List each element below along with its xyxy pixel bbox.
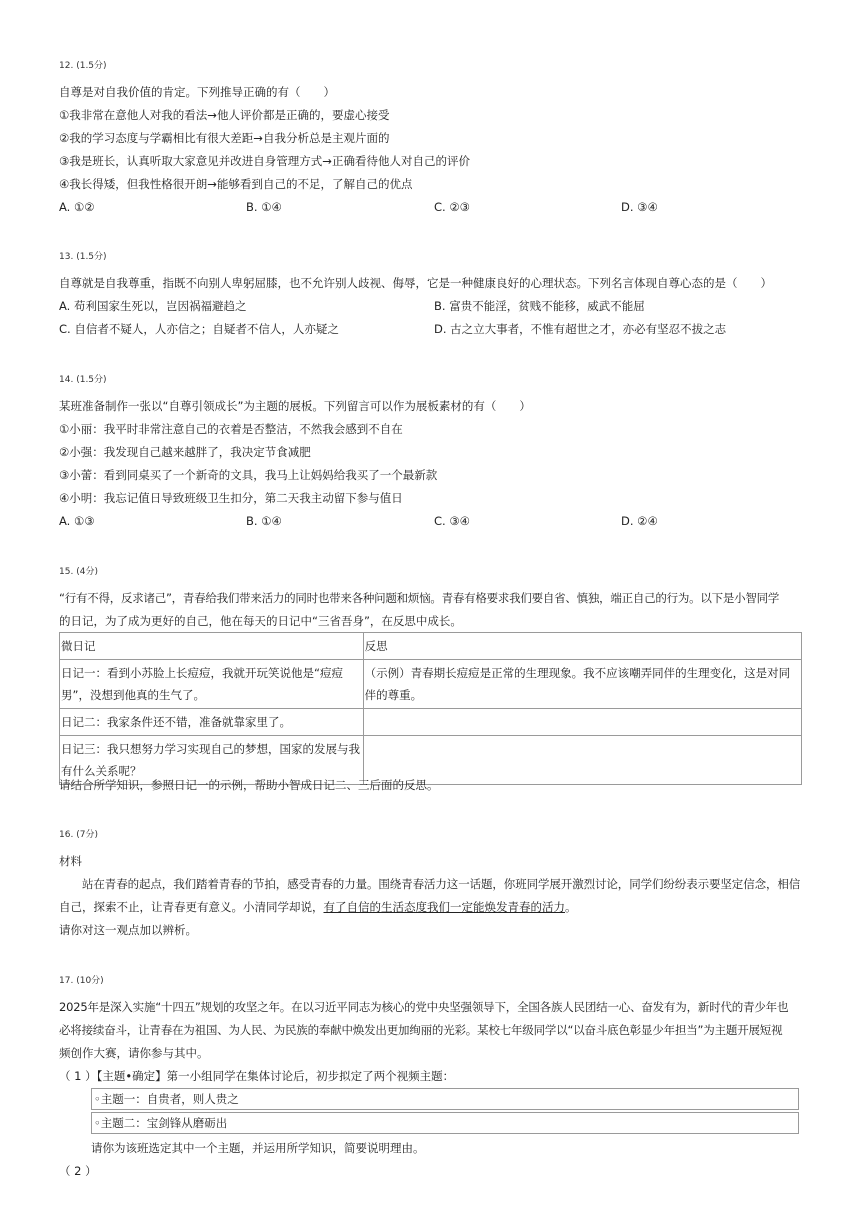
q16-ask: 请你对这一观点加以辨析。 [59, 923, 197, 937]
diary-table [59, 632, 802, 785]
q16-number: 16. [59, 830, 74, 840]
q13-option-c[interactable]: C. 自信者不疑人，人亦信之；自疑者不信人，人亦疑之 [59, 322, 339, 336]
diary-1-cell: 日记一：看到小苏脸上长痘痘，我就开玩笑说他是“痘痘男”，没想到他真的生气了。 [60, 660, 364, 709]
q14-item-4: ④小明：我忘记值日导致班级卫生扣分，第二天我主动留下参与值日 [59, 491, 403, 505]
q17-intro-line-1: 2025年是深入实施“十四五”规划的攻坚之年。在以习近平同志为核心的党中央坚强领导下，全国各族人民团结一心、奋发有为，新时代的青少年也 [59, 1000, 789, 1014]
q17-sub1-ask: 请你为该班选定其中一个主题，并运用所学知识，简要说明理由。 [91, 1141, 425, 1155]
q17-intro-line-3: 频创作大赛，请你参与其中。 [59, 1046, 209, 1060]
q13-header [59, 249, 107, 262]
q14-header [59, 372, 107, 385]
q16-body-line-1: 站在青春的起点，我们踏着青春的节拍，感受青春的力量。围绕青春活力这一话题，你班同学展开激烈讨论，同学们纷纷表示要坚定信念，相信 [82, 877, 801, 891]
q14-option-a[interactable]: A. ①③ [59, 514, 95, 528]
q16-header [59, 827, 98, 840]
q16-body-suffix: 。 [565, 900, 577, 914]
q12-item-4: ④我长得矮，但我性格很开朗→能够看到自己的不足，了解自己的优点 [59, 177, 413, 191]
q17-number: 17. [59, 976, 74, 986]
q14-option-b[interactable]: B. ①④ [246, 514, 282, 528]
q16-body-prefix: 自己，探索不止，让青春更有意义。小清同学却说， [59, 900, 324, 914]
q12-header [59, 58, 107, 71]
q12-item-2: ②我的学习态度与学霸相比有很大差距→自我分析总是主观片面的 [59, 131, 390, 145]
q12-option-a[interactable]: A. ①② [59, 200, 95, 214]
reflection-1-cell: （示例）青春期长痘痘是正常的生理现象。我不应该嘲弄同伴的生理变化，这是对同伴的尊重。 [363, 660, 801, 709]
q14-number: 14. [59, 375, 74, 385]
q14-score: (1.5分) [76, 375, 107, 385]
q14-option-c[interactable]: C. ③④ [434, 514, 470, 528]
q12-item-1: ①我非常在意他人对我的看法→他人评价都是正确的，要虚心接受 [59, 108, 390, 122]
table-header-diary: 微日记 [60, 633, 364, 660]
table-row [60, 660, 802, 709]
table-row [60, 709, 802, 736]
theme-one-box: ◦主题一：自贵者，则人贵之 [91, 1088, 799, 1110]
q16-body-line-2 [59, 899, 577, 915]
table-header-row [60, 633, 802, 660]
q15-score: (4分) [76, 567, 98, 577]
q15-intro-line-1: “行有不得，反求诸己”，青春给我们带来活力的同时也带来各种问题和烦恼。青春有格要求我们要自省、慎独，端正自己的行为。以下是小智同学 [59, 591, 780, 605]
q15-number: 15. [59, 567, 74, 577]
theme-two-box: ◦主题二：宝剑锋从磨砺出 [91, 1112, 799, 1134]
q16-score: (7分) [76, 830, 98, 840]
q15-ask: 请结合所学知识，参照日记一的示例，帮助小智成日记二、三后面的反思。 [59, 778, 439, 792]
q12-option-b[interactable]: B. ①④ [246, 200, 282, 214]
q16-underlined-claim: 有了自信的生活态度我们一定能焕发青春的活力 [323, 900, 565, 914]
q14-item-3: ③小蕾：看到同桌买了一个新奇的文具，我马上让妈妈给我买了一个最新款 [59, 468, 438, 482]
diary-3-cell: 日记三：我只想努力学习实现自己的梦想，国家的发展与我有什么关系呢？ [60, 736, 364, 785]
q17-score: (10分) [76, 976, 104, 986]
q12-number: 12. [59, 61, 74, 71]
reflection-2-input[interactable] [363, 709, 801, 736]
q13-option-a[interactable]: A. 苟利国家生死以，岂因祸福避趋之 [59, 299, 247, 313]
q15-header [59, 564, 98, 577]
q14-item-1: ①小丽：我平时非常注意自己的衣着是否整洁，不然我会感到不自在 [59, 422, 403, 436]
q13-option-b[interactable]: B. 富贵不能淫，贫贱不能移，威武不能屈 [434, 299, 645, 313]
q12-option-c[interactable]: C. ②③ [434, 200, 470, 214]
q14-item-2: ②小强：我发现自己越来越胖了，我决定节食减肥 [59, 445, 311, 459]
q15-intro-line-2: 的日记，为了成为更好的自己，他在每天的日记中“三省吾身”，在反思中成长。 [59, 614, 462, 628]
q17-sub1-prompt: （ 1 ）【主题•确定】第一小组同学在集体讨论后，初步拟定了两个视频主题： [59, 1069, 455, 1083]
q13-option-d[interactable]: D. 古之立大事者，不惟有超世之才，亦必有坚忍不拔之志 [434, 322, 727, 336]
q12-score: (1.5分) [76, 61, 107, 71]
q13-number: 13. [59, 252, 74, 262]
table-header-reflection: 反思 [363, 633, 801, 660]
q13-stem: 自尊就是自我尊重，指既不向别人卑躬屈膝，也不允许别人歧视、侮辱，它是一种健康良好的心理状态。下列名言体现自尊心态的是（ ） [59, 276, 772, 290]
q17-intro-line-2: 必将接续奋斗，让青春在为祖国、为人民、为民族的奉献中焕发出更加绚丽的光彩。某校七年级同学以“以奋斗底色彰显少年担当”为主题开展短视 [59, 1023, 783, 1037]
q12-item-3: ③我是班长，认真听取大家意见并改进自身管理方式→正确看待他人对自己的评价 [59, 154, 470, 168]
q16-material-label: 材料 [59, 854, 82, 868]
diary-2-cell: 日记二：我家条件还不错，准备就靠家里了。 [60, 709, 364, 736]
q13-score: (1.5分) [76, 252, 107, 262]
q17-header [59, 973, 104, 986]
q12-stem: 自尊是对自我价值的肯定。下列推导正确的有（ ） [59, 85, 335, 99]
q12-option-d[interactable]: D. ③④ [621, 200, 658, 214]
q17-sub2-label: （ 2 ） [59, 1164, 97, 1178]
q14-stem: 某班准备制作一张以“自尊引领成长”为主题的展板。下列留言可以作为展板素材的有（ ） [59, 399, 531, 413]
q14-option-d[interactable]: D. ②④ [621, 514, 658, 528]
